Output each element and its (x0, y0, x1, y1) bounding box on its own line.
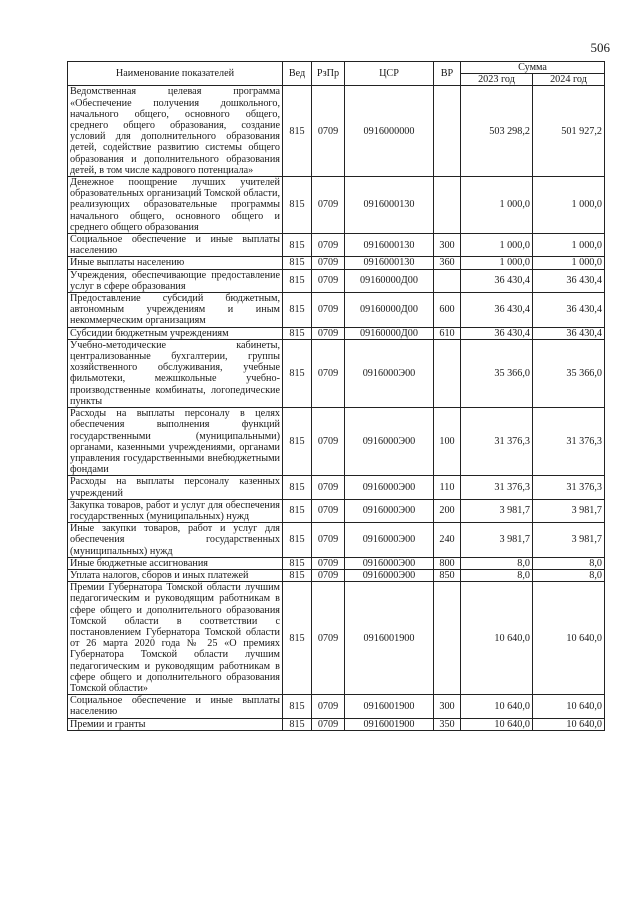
row-csr: 09160000Д00 (345, 327, 434, 339)
row-csr: 0916000Э00 (345, 339, 434, 407)
table-row (68, 86, 605, 177)
row-vr: 800 (434, 557, 461, 569)
row-vr (434, 269, 461, 292)
row-rzpr: 0709 (312, 557, 345, 569)
table-row (68, 557, 605, 569)
table-row (68, 582, 605, 695)
row-csr: 0916001900 (345, 582, 434, 695)
header-year-2023: 2023 год (461, 74, 533, 86)
row-csr: 0916000000 (345, 86, 434, 177)
row-name: Субсидии бюджетным учреждениям (68, 327, 283, 339)
row-name: Социальное обеспечение и иные выплаты населению (68, 695, 283, 718)
row-rzpr: 0709 (312, 257, 345, 269)
table-row (68, 177, 605, 234)
row-ved: 815 (283, 695, 312, 718)
row-sum-2024: 8,0 (533, 569, 605, 581)
row-ved: 815 (283, 718, 312, 730)
row-ved: 815 (283, 327, 312, 339)
row-sum-2023: 10 640,0 (461, 718, 533, 730)
row-sum-2023: 503 298,2 (461, 86, 533, 177)
table-row (68, 476, 605, 499)
table-row (68, 293, 605, 328)
row-sum-2023: 35 366,0 (461, 339, 533, 407)
row-rzpr: 0709 (312, 695, 345, 718)
row-ved: 815 (283, 86, 312, 177)
row-name: Закупка товаров, работ и услуг для обеспечения государственных (муниципальных) нужд (68, 499, 283, 522)
table-row (68, 269, 605, 292)
row-sum-2024: 3 981,7 (533, 523, 605, 558)
row-name: Учебно-методические кабинеты, централизованные бухгалтерии, группы хозяйственного обслуживания, учебные фильмотеки, межшкольные учебно-производственные комбинаты, логопедические пункты (68, 339, 283, 407)
table-row (68, 257, 605, 269)
row-vr: 110 (434, 476, 461, 499)
row-rzpr: 0709 (312, 269, 345, 292)
row-name: Премии и гранты (68, 718, 283, 730)
header-year-2024: 2024 год (533, 74, 605, 86)
row-name: Иные закупки товаров, работ и услуг для обеспечения государственных (муниципальных) нужд (68, 523, 283, 558)
row-vr (434, 582, 461, 695)
row-csr: 0916000Э00 (345, 476, 434, 499)
table-row (68, 408, 605, 476)
row-name: Премии Губернатора Томской области лучшим педагогическим и руководящим работникам в сфере общего и дополнительного образования Томской области в соответствии с постановлением Губернатора Томской области от 26 марта 2020 года № 25 «О премиях Губернатора Томской области лучшим педагогическим и руководящим работникам в сфере общего и дополнительного образования Томской области» (68, 582, 283, 695)
row-vr (434, 339, 461, 407)
row-sum-2024: 10 640,0 (533, 582, 605, 695)
row-csr: 0916000Э00 (345, 408, 434, 476)
row-sum-2024: 36 430,4 (533, 293, 605, 328)
row-ved: 815 (283, 582, 312, 695)
row-sum-2024: 1 000,0 (533, 234, 605, 257)
row-sum-2024: 10 640,0 (533, 718, 605, 730)
row-rzpr: 0709 (312, 177, 345, 234)
row-rzpr: 0709 (312, 569, 345, 581)
row-csr: 0916000Э00 (345, 523, 434, 558)
row-ved: 815 (283, 339, 312, 407)
row-ved: 815 (283, 408, 312, 476)
row-sum-2023: 10 640,0 (461, 582, 533, 695)
row-csr: 0916000130 (345, 234, 434, 257)
row-rzpr: 0709 (312, 327, 345, 339)
row-vr: 600 (434, 293, 461, 328)
header-name: Наименование показателей (68, 62, 283, 86)
row-csr: 09160000Д00 (345, 293, 434, 328)
row-rzpr: 0709 (312, 234, 345, 257)
row-sum-2023: 1 000,0 (461, 257, 533, 269)
row-sum-2024: 35 366,0 (533, 339, 605, 407)
row-ved: 815 (283, 269, 312, 292)
row-csr: 0916000130 (345, 257, 434, 269)
row-vr: 360 (434, 257, 461, 269)
row-ved: 815 (283, 177, 312, 234)
row-sum-2024: 10 640,0 (533, 695, 605, 718)
row-rzpr: 0709 (312, 293, 345, 328)
row-rzpr: 0709 (312, 339, 345, 407)
row-vr: 300 (434, 234, 461, 257)
row-sum-2023: 8,0 (461, 569, 533, 581)
row-sum-2024: 36 430,4 (533, 269, 605, 292)
row-vr: 350 (434, 718, 461, 730)
row-sum-2023: 1 000,0 (461, 234, 533, 257)
header-sum: Сумма (461, 62, 605, 74)
row-csr: 0916001900 (345, 718, 434, 730)
row-vr: 100 (434, 408, 461, 476)
row-sum-2023: 31 376,3 (461, 408, 533, 476)
row-sum-2024: 31 376,3 (533, 476, 605, 499)
row-csr: 0916000130 (345, 177, 434, 234)
table-body (68, 86, 605, 730)
row-vr: 610 (434, 327, 461, 339)
table-row (68, 523, 605, 558)
row-ved: 815 (283, 476, 312, 499)
row-name: Иные выплаты населению (68, 257, 283, 269)
row-vr: 300 (434, 695, 461, 718)
row-name: Расходы на выплаты персоналу казенных учреждений (68, 476, 283, 499)
row-name: Денежное поощрение лучших учителей образовательных организаций Томской области, реализующих образовательные программы начального общего, основного общего и среднего общего образования (68, 177, 283, 234)
row-ved: 815 (283, 499, 312, 522)
row-rzpr: 0709 (312, 718, 345, 730)
row-sum-2023: 3 981,7 (461, 499, 533, 522)
table-row (68, 327, 605, 339)
row-sum-2023: 8,0 (461, 557, 533, 569)
row-name: Ведомственная целевая программа «Обеспечение получения дошкольного, начального общего, основного общего, среднего общего образования, создание условий для дополнительного образования детей, содействие развитию системы общего образования и дополнительного образования детей, в том числе кадрового потенциала» (68, 86, 283, 177)
row-sum-2023: 3 981,7 (461, 523, 533, 558)
row-name: Учреждения, обеспечивающие предоставление услуг в сфере образования (68, 269, 283, 292)
header-ved: Вед (283, 62, 312, 86)
row-name: Социальное обеспечение и иные выплаты населению (68, 234, 283, 257)
row-sum-2023: 1 000,0 (461, 177, 533, 234)
budget-table (67, 61, 605, 731)
table-row (68, 695, 605, 718)
table-row (68, 718, 605, 730)
row-rzpr: 0709 (312, 86, 345, 177)
row-ved: 815 (283, 257, 312, 269)
table-header (68, 62, 605, 86)
row-rzpr: 0709 (312, 523, 345, 558)
row-rzpr: 0709 (312, 499, 345, 522)
row-sum-2024: 1 000,0 (533, 177, 605, 234)
header-rzpr: РзПр (312, 62, 345, 86)
header-vr: ВР (434, 62, 461, 86)
table-row (68, 234, 605, 257)
table-row (68, 499, 605, 522)
row-sum-2023: 36 430,4 (461, 293, 533, 328)
row-name: Предоставление субсидий бюджетным, автономным учреждениям и иным некоммерческим организациям (68, 293, 283, 328)
row-vr (434, 86, 461, 177)
row-name: Уплата налогов, сборов и иных платежей (68, 569, 283, 581)
row-rzpr: 0709 (312, 408, 345, 476)
row-name: Иные бюджетные ассигнования (68, 557, 283, 569)
row-sum-2023: 36 430,4 (461, 269, 533, 292)
row-sum-2024: 501 927,2 (533, 86, 605, 177)
row-vr: 850 (434, 569, 461, 581)
row-ved: 815 (283, 523, 312, 558)
row-vr (434, 177, 461, 234)
row-vr: 240 (434, 523, 461, 558)
page-number: 506 (590, 40, 610, 55)
row-sum-2023: 36 430,4 (461, 327, 533, 339)
row-rzpr: 0709 (312, 476, 345, 499)
row-sum-2024: 31 376,3 (533, 408, 605, 476)
row-csr: 0916000Э00 (345, 499, 434, 522)
row-ved: 815 (283, 557, 312, 569)
row-csr: 0916000Э00 (345, 569, 434, 581)
row-sum-2024: 36 430,4 (533, 327, 605, 339)
row-rzpr: 0709 (312, 582, 345, 695)
row-sum-2024: 3 981,7 (533, 499, 605, 522)
row-ved: 815 (283, 569, 312, 581)
row-csr: 0916000Э00 (345, 557, 434, 569)
row-sum-2024: 8,0 (533, 557, 605, 569)
header-csr: ЦСР (345, 62, 434, 86)
row-csr: 0916001900 (345, 695, 434, 718)
row-name: Расходы на выплаты персоналу в целях обеспечения выполнения функций государственными (муниципальными) органами, казенными учреждениями, органами управления государственными внебюджетными фондами (68, 408, 283, 476)
table-row (68, 339, 605, 407)
row-vr: 200 (434, 499, 461, 522)
row-csr: 09160000Д00 (345, 269, 434, 292)
row-sum-2023: 10 640,0 (461, 695, 533, 718)
row-sum-2023: 31 376,3 (461, 476, 533, 499)
table-row (68, 569, 605, 581)
row-sum-2024: 1 000,0 (533, 257, 605, 269)
row-ved: 815 (283, 234, 312, 257)
row-ved: 815 (283, 293, 312, 328)
